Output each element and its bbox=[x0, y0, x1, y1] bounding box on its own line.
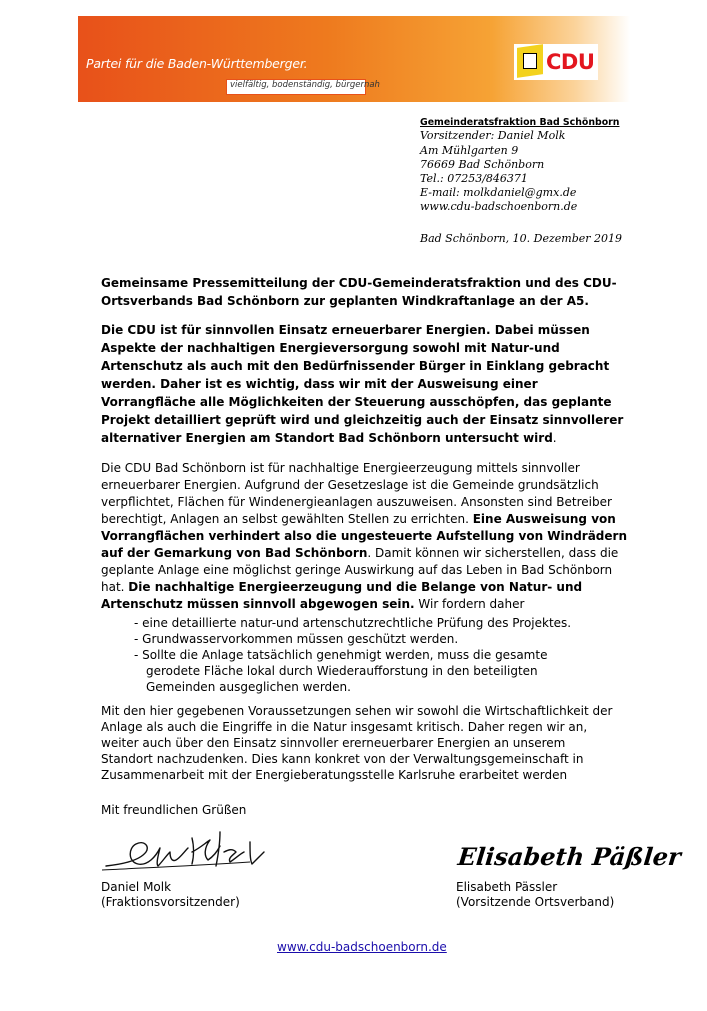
intro-line: Projekt detailliert geprüft wird und gleichzeitig auch der Einsatz sinnvollerer bbox=[101, 413, 624, 427]
closing: Mit freundlichen Grüßen bbox=[101, 803, 247, 817]
body-line: hat. Die nachhaltige Energieerzeugung und die Belange von Natur- und bbox=[101, 580, 583, 594]
body-line: auf der Gemarkung von Bad Schönborn. Damit können wir sicherstellen, dass die bbox=[101, 546, 619, 560]
intro-line: Die CDU ist für sinnvollen Einsatz erneuerbarer Energien. Dabei müssen bbox=[101, 323, 590, 337]
body-line: erneuerbarer Energien. Aufgrund der Gesetzeslage ist die Gemeinde grundsätzlich bbox=[101, 478, 599, 492]
intro-line: werden. Daher ist es wichtig, dass wir mit der Ausweisung einer bbox=[101, 377, 538, 391]
body-line: berechtigt, Anlagen an selbst gewählten Stellen zu errichten. Eine Ausweisung von bbox=[101, 512, 616, 526]
body-line: geplante Anlage eine möglichst geringe Auswirkung auf das Leben in Bad Schönborn bbox=[101, 563, 613, 577]
body2-line: Mit den hier gegebenen Voraussetzungen sehen wir sowohl die Wirtschaftlichkeit der bbox=[101, 704, 613, 718]
signer-name-right: Elisabeth Pässler bbox=[456, 880, 558, 894]
press-title-line: Ortsverbands Bad Schönborn zur geplanten Windkraftanlage an der A5. bbox=[101, 294, 589, 308]
intro-line: Vorrangfläche alle Möglichkeiten der Steuerung ausschöpfen, das geplante bbox=[101, 395, 612, 409]
coat-of-arms-icon bbox=[523, 53, 537, 69]
sender-org: Gemeinderatsfraktion Bad Schönborn bbox=[420, 117, 620, 128]
intro-line: Aspekte der nachhaltigen Energieversorgung sowohl mit Natur-und bbox=[101, 341, 560, 355]
signer-role-left: (Fraktionsvorsitzender) bbox=[101, 895, 240, 909]
body2-line: Zusammenarbeit mit der Energieberatungsstelle Karlsruhe erarbeitet werden bbox=[101, 768, 568, 782]
signature-molk bbox=[100, 822, 270, 877]
list-item: - Sollte die Anlage tatsächlich genehmigt werden, muss die gesamte bbox=[134, 648, 548, 662]
signer-role-right: (Vorsitzende Ortsverband) bbox=[456, 895, 615, 909]
cdu-logo-text: CDU bbox=[546, 50, 595, 74]
sender-line: E-mail: molkdaniel@gmx.de bbox=[420, 186, 577, 199]
signer-name-left: Daniel Molk bbox=[101, 880, 172, 894]
body-line: verpflichtet, Flächen für Windenergieanlagen auszuweisen. Ansonsten sind Betreiber bbox=[101, 495, 612, 509]
sender-line: www.cdu-badschoenborn.de bbox=[420, 200, 578, 213]
sender-line: Tel.: 07253/846371 bbox=[420, 172, 528, 185]
slogan: Partei für die Baden-Württemberger. bbox=[86, 56, 308, 71]
list-item: - Grundwasservorkommen müssen geschützt werden. bbox=[134, 632, 459, 646]
sender-line: Vorsitzender: Daniel Molk bbox=[420, 129, 566, 142]
body2-line: weiter auch über den Einsatz sinnvoller ererneuerbarer Energien an unserem bbox=[101, 736, 566, 750]
press-title-line: Gemeinsame Pressemitteilung der CDU-Gemeinderatsfraktion und des CDU- bbox=[101, 276, 617, 290]
body-line: Vorrangflächen verhindert also die ungesteuerte Aufstellung von Windrädern bbox=[101, 529, 627, 543]
list-item: - eine detaillierte natur-und artenschutzrechtliche Prüfung des Projektes. bbox=[134, 616, 572, 630]
body-line: Artenschutz müssen sinnvoll abgewogen sein. Wir fordern daher bbox=[101, 597, 525, 611]
slogan-sub: vielfältig, bodenständig, bürgernah bbox=[230, 80, 380, 90]
signature-paessler: Elisabeth Päßler bbox=[456, 842, 683, 871]
list-item: gerodete Fläche lokal durch Wiederaufforstung in den beteiligten bbox=[146, 664, 538, 678]
body2-line: Standort nachzudenken. Dies kann konkret von der Verwaltungsgemeinschaft in bbox=[101, 752, 584, 766]
intro-line: alternativer Energien am Standort Bad Schönborn untersucht wird. bbox=[101, 431, 557, 445]
footer-website-link[interactable]: www.cdu-badschoenborn.de bbox=[277, 940, 447, 954]
intro-line: Artenschutz als auch mit den Bedürfnissender Bürger in Einklang gebracht bbox=[101, 359, 610, 373]
body2-line: Anlage als auch die Eingriffe in die Natur insgesamt kritisch. Daher regen wir an, bbox=[101, 720, 588, 734]
body-line: Die CDU Bad Schönborn ist für nachhaltige Energieerzeugung mittels sinnvoller bbox=[101, 461, 580, 475]
sender-line: Am Mühlgarten 9 bbox=[420, 144, 519, 157]
sender-line: 76669 Bad Schönborn bbox=[420, 158, 545, 171]
list-item: Gemeinden ausgeglichen werden. bbox=[146, 680, 351, 694]
letter-date: Bad Schönborn, 10. Dezember 2019 bbox=[420, 232, 623, 245]
